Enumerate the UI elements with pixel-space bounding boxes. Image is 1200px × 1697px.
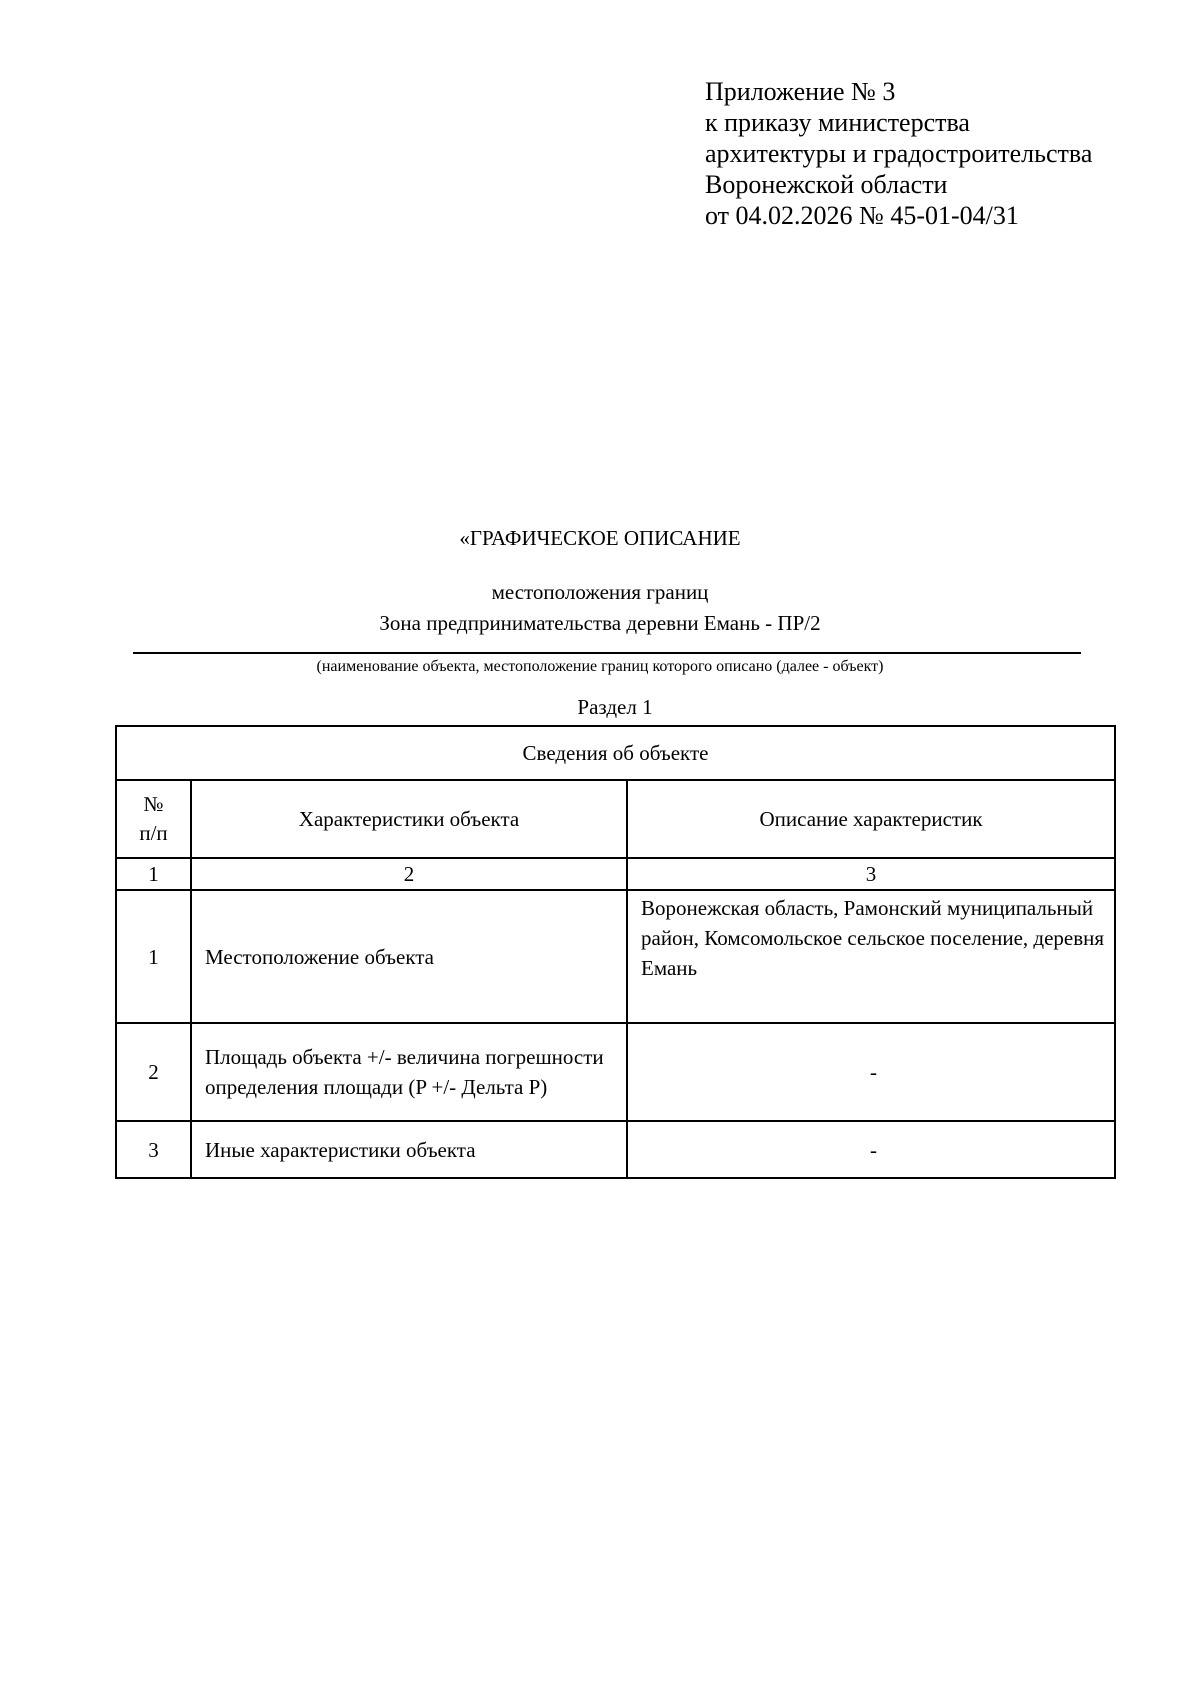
row-number: 1 [116, 890, 191, 1023]
row-characteristic: Иные характеристики объекта [191, 1121, 627, 1178]
object-name-underline [133, 652, 1081, 654]
table-row [116, 1121, 1115, 1178]
appendix-line: архитектуры и градостроительства [705, 139, 1093, 168]
row-description: - [627, 1023, 1115, 1121]
row-characteristic: Местоположение объекта [191, 890, 627, 1023]
appendix-line: от 04.02.2026 № 45-01-04/31 [705, 201, 1019, 230]
column-index: 3 [627, 858, 1115, 890]
object-name-caption: (наименование объекта, местоположение границ которого описано (далее - объект) [316, 658, 884, 675]
header-number-symbol: № [143, 792, 164, 816]
column-index: 2 [191, 858, 627, 890]
header-number [116, 780, 191, 858]
document-subtitle: местоположения границ [491, 580, 709, 604]
row-description: Воронежская область, Рамонский муниципальный район, Комсомольское сельское поселение, деревня Емань [627, 890, 1115, 1023]
column-index: 1 [116, 858, 191, 890]
object-name: Зона предпринимательства деревни Емань - ПР/2 [379, 611, 821, 635]
table-header-row [116, 780, 1115, 858]
column-index-row [116, 858, 1115, 890]
row-number: 2 [116, 1023, 191, 1121]
table-row [116, 1023, 1115, 1121]
header-characteristic: Характеристики объекта [191, 780, 627, 858]
appendix-line: Приложение № 3 [705, 77, 896, 106]
appendix-line: Воронежской области [705, 170, 948, 199]
section-label: Раздел 1 [577, 695, 653, 719]
appendix-block [705, 76, 1092, 231]
document-title: «ГРАФИЧЕСКОЕ ОПИСАНИЕ [459, 526, 741, 550]
object-info-table [115, 725, 1116, 1179]
row-description: - [627, 1121, 1115, 1178]
table-caption-row [116, 726, 1115, 780]
header-description: Описание характеристик [627, 780, 1115, 858]
row-number: 3 [116, 1121, 191, 1178]
table-row [116, 890, 1115, 1023]
row-characteristic: Площадь объекта +/- величина погрешности определения площади (P +/- Дельта P) [191, 1023, 627, 1121]
appendix-line: к приказу министерства [705, 108, 970, 137]
header-number-abbr: п/п [139, 821, 168, 845]
table-caption: Сведения об объекте [116, 726, 1115, 780]
